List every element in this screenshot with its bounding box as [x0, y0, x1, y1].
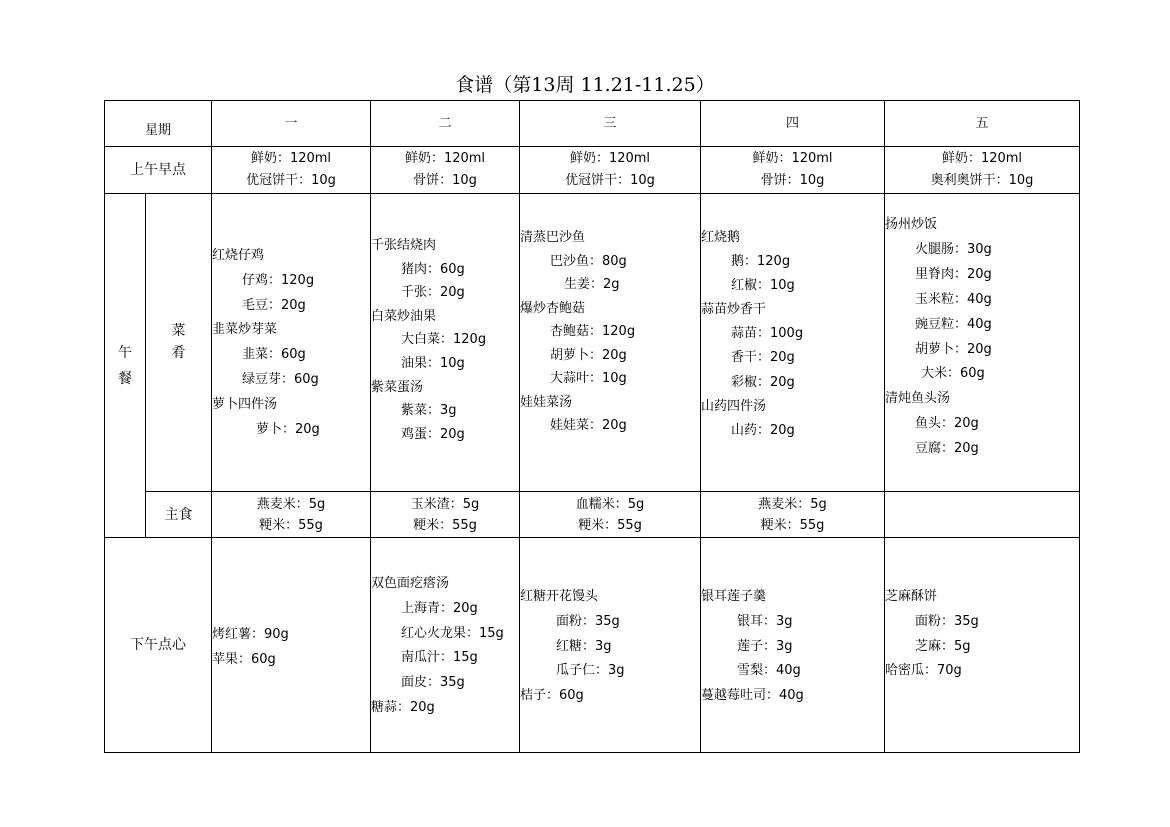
dish-ingredient: 南瓜汁：15g	[401, 650, 478, 666]
grid-line	[145, 193, 146, 537]
morning-snack-tue	[371, 147, 519, 193]
lunch-dishes-thu	[701, 226, 803, 443]
dish-name: 千张结烧肉	[371, 238, 437, 253]
dish-name: 芝麻酥饼	[885, 589, 938, 604]
dish-name: 清炖鱼头汤	[885, 391, 951, 407]
dish-ingredient: 里脊肉：20g	[915, 266, 992, 282]
morning-snack-line: 骨饼：10g	[760, 173, 825, 188]
staple-line: 玉米渣：5g	[410, 496, 480, 512]
weekday-label: 星期	[144, 122, 171, 138]
morning-snack-line: 鲜奶：120ml	[941, 151, 1023, 166]
staple-tue	[371, 492, 519, 537]
dish-name: 银耳莲子羹	[701, 589, 767, 604]
afternoon-snack-thu	[701, 585, 804, 709]
dish-ingredient: 莲子：3g	[737, 638, 793, 654]
dish-ingredient: 香干：20g	[731, 350, 795, 366]
dish-ingredient: 大蒜叶：10g	[550, 371, 627, 386]
dish-name: 红烧仔鸡	[212, 248, 265, 263]
afternoon-snack-tue	[371, 572, 504, 721]
afternoon-snack-wed	[520, 585, 625, 709]
dish-ingredient: 火腿肠：30g	[915, 241, 992, 257]
day-header-wed: 三	[603, 116, 617, 131]
dish-ingredient: 大白菜：120g	[401, 332, 487, 348]
staple-line: 血糯米：5g	[575, 496, 645, 512]
dish-ingredient: 面粉：35g	[556, 613, 620, 629]
dish-ingredient: 彩椒：20g	[731, 374, 795, 390]
row-label-morning-snack: 上午早点	[130, 162, 186, 178]
day-header-fri: 五	[975, 116, 989, 131]
dish-name: 紫菜蛋汤	[371, 379, 424, 395]
snack-item: 蔓越莓吐司：40g	[701, 688, 804, 704]
lunch-dishes-tue	[371, 234, 486, 446]
dish-ingredient: 绿豆芽：60g	[242, 371, 319, 387]
dish-name: 白菜炒油果	[371, 308, 437, 324]
morning-snack-thu	[701, 147, 884, 193]
lunch-dishes-fri	[885, 213, 992, 462]
dish-name: 山药四件汤	[701, 398, 767, 414]
staple-line: 粳米：55g	[413, 517, 477, 533]
dish-ingredient: 胡萝卜：20g	[915, 341, 992, 357]
dish-ingredient: 仔鸡：120g	[242, 272, 315, 288]
row-label-dishes-text: 菜肴	[171, 323, 186, 361]
dish-ingredient: 鸡蛋：20g	[401, 426, 465, 442]
morning-snack-line: 鲜奶：120ml	[752, 151, 833, 166]
dish-ingredient: 红椒：10g	[731, 278, 795, 294]
morning-snack-line: 优冠饼干：10g	[246, 173, 336, 188]
row-label-lunch	[105, 340, 145, 392]
morning-snack-line: 奥利奥饼干：10g	[930, 173, 1034, 188]
staple-line: 燕麦米：5g	[758, 496, 827, 512]
dish-ingredient: 银耳：3g	[737, 613, 793, 629]
dish-ingredient: 千张：20g	[401, 285, 465, 301]
staple-line: 粳米：55g	[760, 517, 825, 533]
morning-snack-mon	[212, 147, 370, 193]
dish-name: 爆炒杏鲍菇	[520, 300, 586, 316]
dish-name: 双色面疙瘩汤	[371, 576, 450, 591]
dish-ingredient: 油果：10g	[401, 355, 465, 371]
dish-ingredient: 上海青：20g	[401, 600, 478, 616]
dish-name: 红烧鹅	[701, 230, 741, 245]
dish-ingredient: 巴沙鱼：80g	[550, 253, 627, 269]
day-header-mon: 一	[284, 116, 298, 131]
afternoon-snack-mon	[212, 623, 289, 673]
snack-item: 糖蒜：20g	[371, 699, 435, 715]
dish-ingredient: 面皮：35g	[401, 675, 465, 691]
dish-ingredient: 豌豆粒：40g	[915, 316, 992, 332]
morning-snack-wed	[520, 147, 700, 193]
row-label-staple: 主食	[164, 506, 193, 523]
dish-name: 蒜苗炒香干	[701, 302, 767, 318]
dish-name: 萝卜四件汤	[212, 396, 278, 412]
dish-ingredient: 萝卜：20g	[256, 421, 320, 437]
grid-line	[104, 537, 1080, 538]
staple-thu	[701, 492, 884, 537]
snack-item: 苹果：60g	[212, 651, 276, 667]
dish-ingredient: 山药：20g	[731, 422, 795, 438]
dish-ingredient: 玉米粒：40g	[915, 291, 992, 307]
grid-line	[104, 193, 1080, 194]
row-label-dishes	[146, 320, 211, 364]
dish-name: 韭菜炒芽菜	[212, 322, 278, 338]
dish-ingredient: 生姜：2g	[564, 277, 620, 292]
dish-ingredient: 雪梨：40g	[737, 663, 801, 679]
dish-ingredient: 毛豆：20g	[242, 297, 306, 313]
morning-snack-line: 骨饼：10g	[413, 173, 477, 188]
dish-ingredient: 豆腐：20g	[915, 441, 979, 457]
dish-name: 扬州炒饭	[885, 217, 938, 232]
morning-snack-fri	[885, 147, 1079, 193]
staple-line: 粳米：55g	[259, 517, 323, 533]
dish-name: 红糖开花馒头	[520, 589, 599, 604]
menu-title: 食谱（第13周 11.21-11.25）	[455, 74, 715, 96]
dish-ingredient: 红心火龙果：15g	[401, 625, 504, 641]
afternoon-snack-fri	[885, 585, 979, 684]
snack-item: 桔子：60g	[520, 688, 584, 704]
row-label-lunch-text: 午餐	[118, 345, 132, 387]
row-label-afternoon-snack: 下午点心	[130, 637, 186, 653]
dish-ingredient: 面粉：35g	[915, 613, 979, 629]
staple-mon	[212, 492, 370, 537]
lunch-dishes-wed	[520, 226, 635, 438]
dish-ingredient: 韭菜：60g	[242, 347, 306, 363]
dish-ingredient: 娃娃菜：20g	[550, 418, 627, 433]
morning-snack-line: 鲜奶：120ml	[250, 151, 332, 166]
dish-ingredient: 鱼头：20g	[915, 416, 979, 432]
staple-wed	[520, 492, 700, 537]
snack-item: 烤红薯：90g	[212, 627, 289, 642]
dish-ingredient: 猪肉：60g	[401, 261, 465, 277]
grid-line	[104, 752, 1080, 753]
morning-snack-line: 鲜奶：120ml	[404, 151, 486, 166]
grid-line	[1079, 100, 1080, 753]
dish-name: 清蒸巴沙鱼	[520, 230, 586, 245]
dish-ingredient: 芝麻：5g	[915, 638, 971, 654]
staple-fri	[885, 492, 1079, 537]
dish-ingredient: 大米：60g	[921, 366, 985, 382]
staple-line: 燕麦米：5g	[256, 496, 326, 512]
staple-line: 粳米：55g	[578, 517, 642, 533]
morning-snack-line: 鲜奶：120ml	[569, 151, 651, 166]
snack-item: 哈密瓜：70g	[885, 663, 962, 679]
dish-ingredient: 红糖：3g	[556, 638, 612, 654]
dish-ingredient: 鹅：120g	[731, 254, 791, 270]
dish-ingredient: 紫菜：3g	[401, 403, 457, 419]
dish-ingredient: 胡萝卜：20g	[550, 347, 627, 363]
dish-ingredient: 瓜子仁：3g	[556, 663, 625, 679]
day-header-tue: 二	[438, 116, 452, 131]
dish-ingredient: 蒜苗：100g	[731, 326, 804, 342]
dish-name: 娃娃菜汤	[520, 394, 573, 410]
morning-snack-line: 优冠饼干：10g	[565, 173, 655, 188]
dish-ingredient: 杏鲍菇：120g	[550, 324, 636, 339]
lunch-dishes-mon	[212, 244, 320, 442]
day-header-thu: 四	[785, 116, 799, 131]
